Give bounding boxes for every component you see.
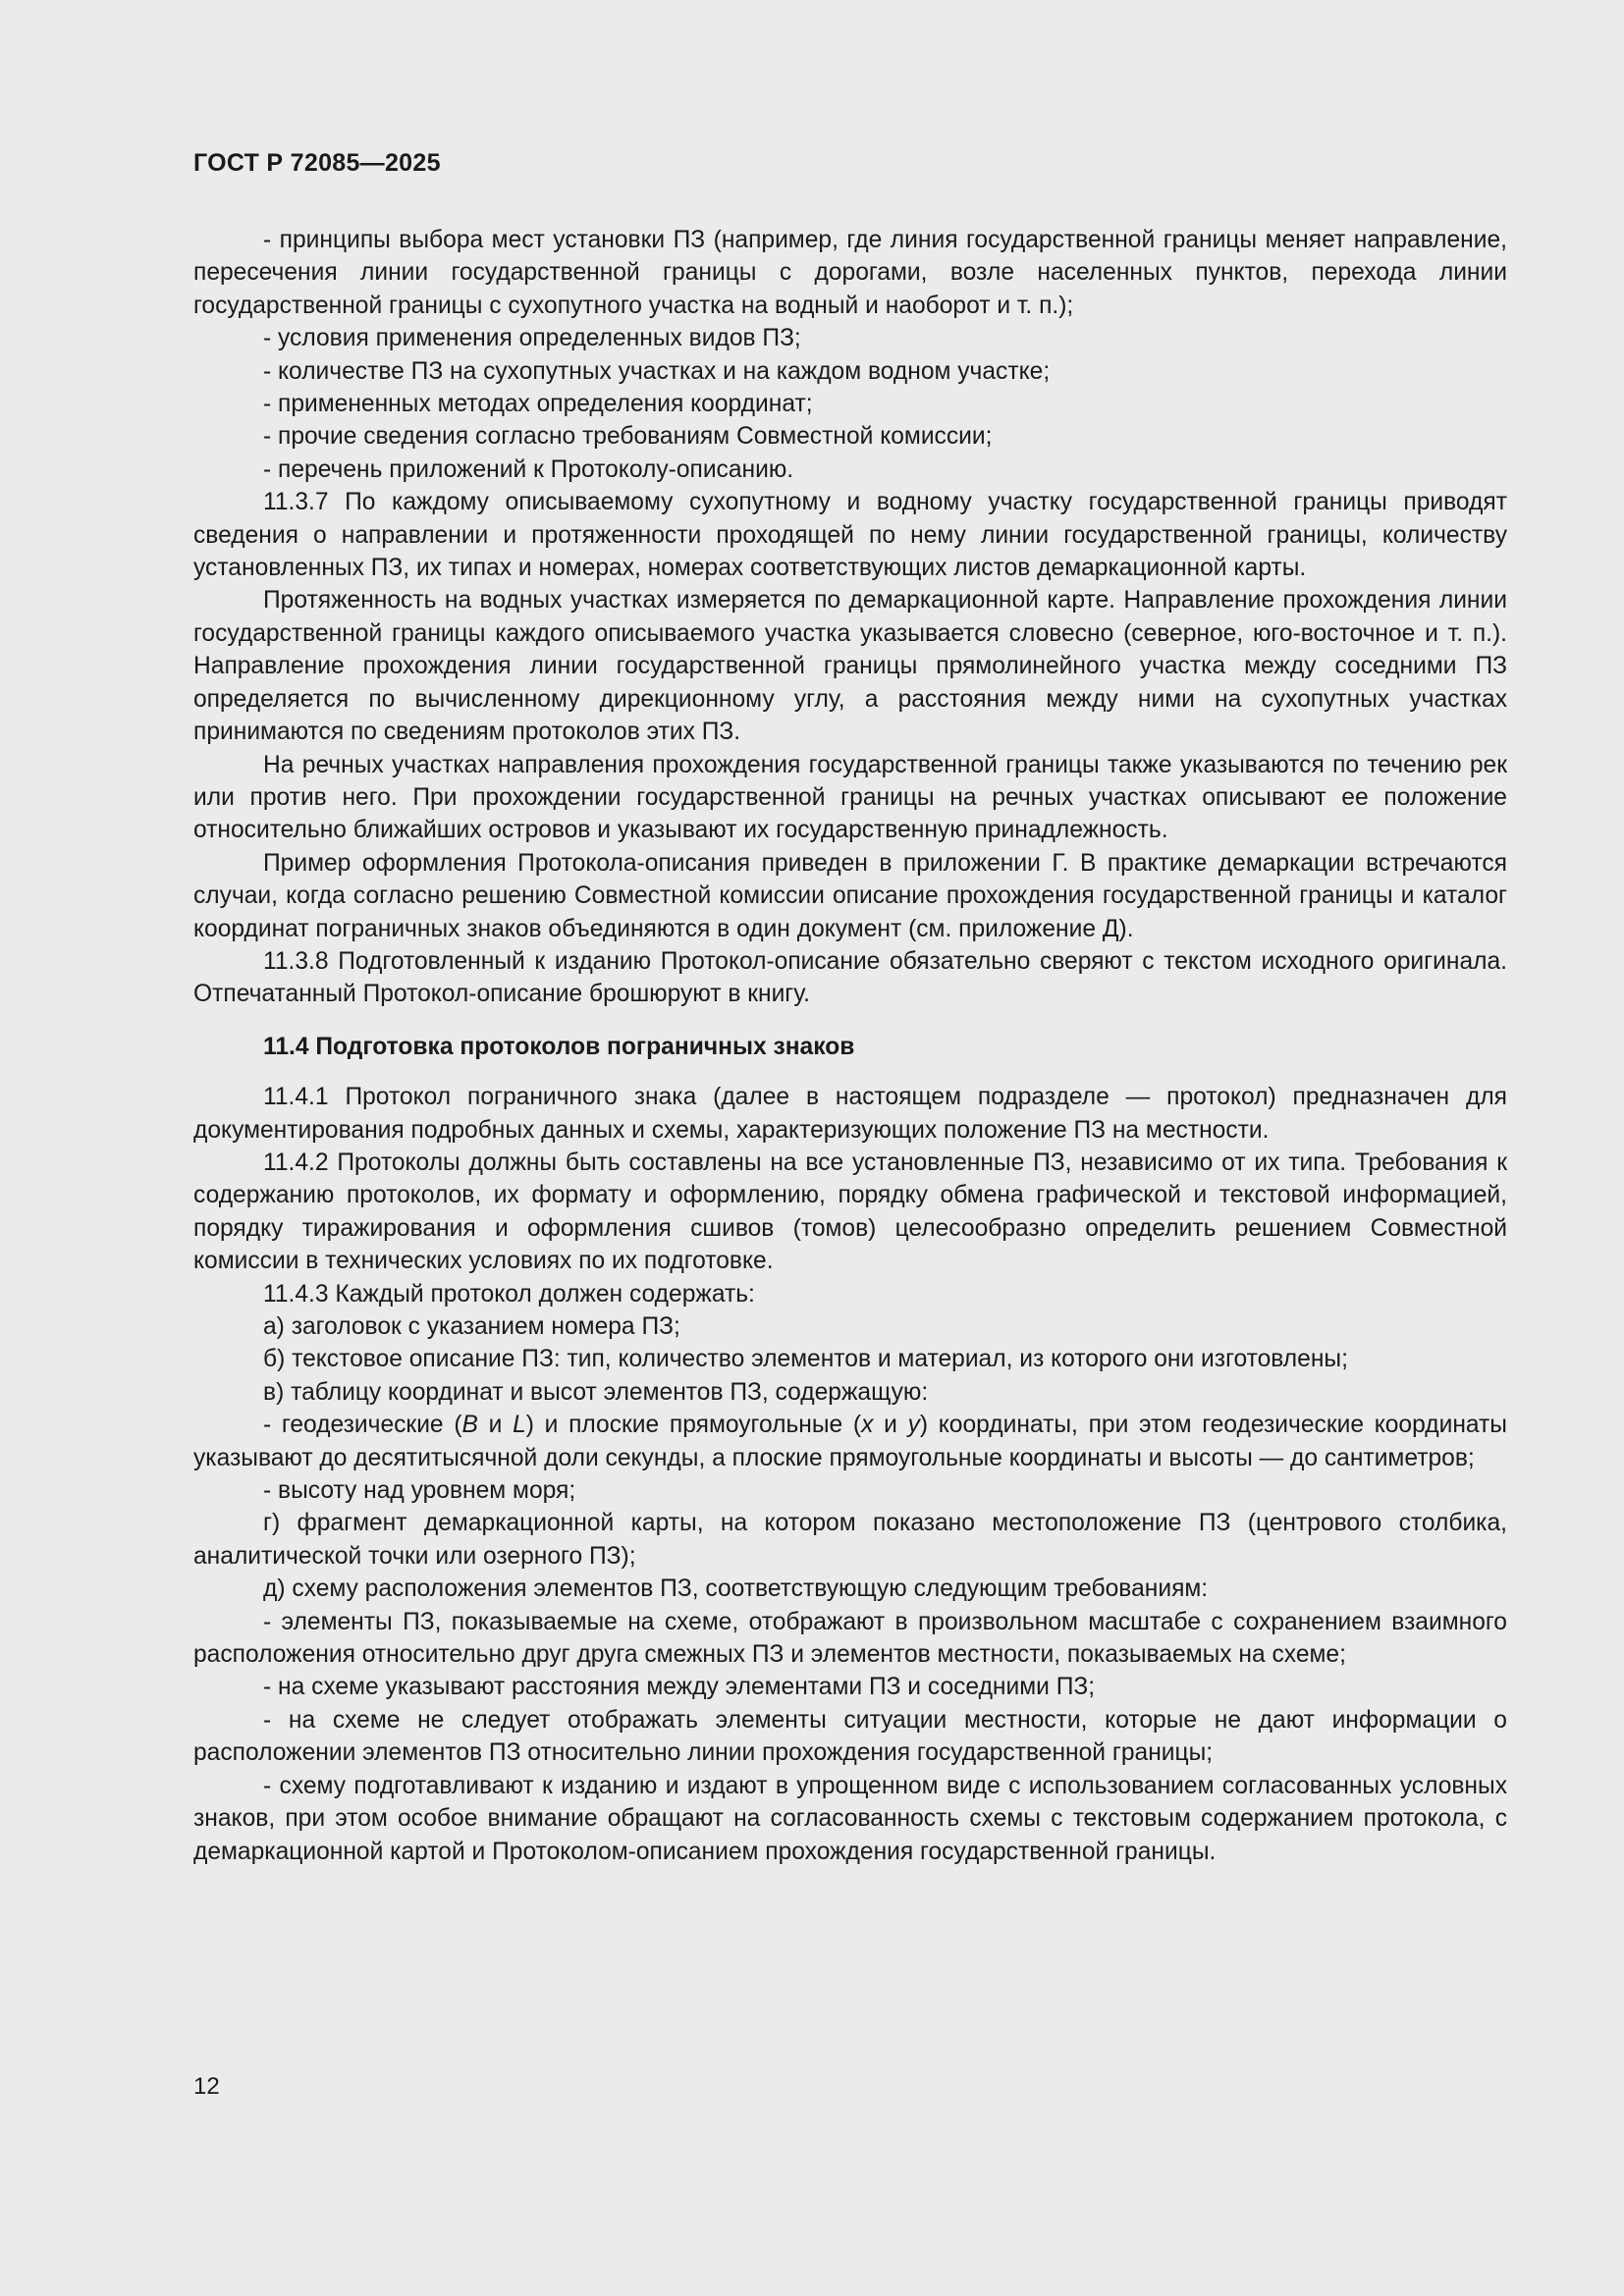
text-fragment: и [873, 1412, 908, 1439]
list-item: г) фрагмент демаркационной карты, на котором показано местоположение ПЗ (центрового столбика, аналитической точки или озерного ПЗ); [193, 1510, 1507, 1570]
text-fragment: - геодезические ( [263, 1412, 462, 1439]
page-number: 12 [193, 2073, 220, 2100]
list-item: - примененных методах определения координат; [263, 391, 813, 418]
list-item: - условия применения определенных видов ПЗ; [263, 325, 801, 352]
list-item: - схему подготавливают к изданию и издают в упрощенном виде с использованием согласованных условных знаков, при этом особое внимание обращают на согласованность схемы с текстовым содержанием протокола, с демаркационной картой и Протоколом-описанием прохождения государственной границы. [193, 1772, 1507, 1865]
paragraph: Протяженность на водных участках измеряется по демаркационной карте. Направление прохождения линии государственной границы каждого описываемого участка указывается словесно (северное, юго-восточное и т. п.). Направление прохождения линии государственной границы прямолинейного участка между соседними ПЗ определяется по вычисленному дирекционному углу, а расстояния между ними на сухопутных участках принимаются по сведениям протоколов этих ПЗ. [193, 587, 1507, 746]
paragraph-11-4-2: 11.4.2 Протоколы должны быть составлены на все установленные ПЗ, независимо от их типа. Требования к содержанию протоколов, их формату и оформлению, порядку обмена графической и текстовой информацией, порядку тиражирования и оформления сшивов (томов) целесообразно определить решением Совместной комиссии в технических условиях по их подготовке. [193, 1148, 1507, 1275]
list-item: - принципы выбора мест установки ПЗ (например, где линия государственной границы меняет направление, пересечения линии государственной границы с дорогами, возле населенных пунктов, перехода линии государственной границы с сухопутного участка на водный и наоборот и т. п.); [193, 227, 1507, 319]
list-item: - высоту над уровнем моря; [263, 1477, 576, 1505]
variable-l: L [513, 1412, 526, 1439]
list-item: - на схеме не следует отображать элементы ситуации местности, которые не дают информации о расположении элементов ПЗ относительно линии прохождения государственной границы; [193, 1706, 1507, 1767]
list-item-coordinates [193, 1409, 1507, 1474]
document-code-header: ГОСТ Р 72085—2025 [193, 149, 441, 177]
section-heading-11-4: 11.4 Подготовка протоколов пограничных знаков [263, 1033, 855, 1060]
text-fragment: и [477, 1412, 514, 1439]
paragraph-11-3-8: 11.3.8 Подготовленный к изданию Протокол-описание обязательно сверяют с текстом исходного оригинала. Отпечатанный Протокол-описание брошюруют в книгу. [193, 947, 1507, 1008]
text-fragment: ) и плоские прямоугольные ( [525, 1412, 862, 1439]
list-item: - количестве ПЗ на сухопутных участках и на каждом водном участке; [263, 357, 1051, 385]
list-item: а) заголовок с указанием номера ПЗ; [263, 1313, 680, 1340]
list-item: - прочие сведения согласно требованиям Совместной комиссии; [263, 423, 993, 451]
list-item: - элементы ПЗ, показываемые на схеме, отображают в произвольном масштабе с сохранением взаимного расположения относительно друг друга смежных ПЗ и элементов местности, показываемых на схеме; [193, 1608, 1507, 1669]
variable-y: y [907, 1412, 920, 1439]
list-item: в) таблицу координат и высот элементов ПЗ, содержащую: [263, 1378, 929, 1406]
list-item: д) схему расположения элементов ПЗ, соответствующую следующим требованиям: [263, 1575, 1209, 1603]
paragraph-11-4-1: 11.4.1 Протокол пограничного знака (далее в настоящем подразделе — протокол) предназначен для документирования подробных данных и схемы, характеризующих положение ПЗ на местности. [193, 1084, 1507, 1144]
paragraph-11-4-3: 11.4.3 Каждый протокол должен содержать: [263, 1280, 755, 1308]
list-item: б) текстовое описание ПЗ: тип, количество элементов и материал, из которого они изготовлены; [263, 1346, 1348, 1373]
text-fragment: ) координаты, при этом геодезические координаты указывают до десятитысячной доли секунды, а плоские прямоугольные координаты и высоты — до сантиметров; [193, 1412, 1507, 1471]
variable-x: x [861, 1412, 874, 1439]
list-item: - на схеме указывают расстояния между элементами ПЗ и соседними ПЗ; [263, 1674, 1096, 1701]
paragraph: На речных участках направления прохождения государственной границы также указываются по течению рек или против него. При прохождении государственной границы на речных участках описывают ее положение относительно ближайших островов и указывают их государственную принадлежность. [193, 751, 1507, 844]
variable-b: B [461, 1412, 478, 1439]
list-item: - перечень приложений к Протоколу-описанию. [263, 455, 794, 483]
paragraph: Пример оформления Протокола-описания приведен в приложении Г. В практике демаркации встречаются случаи, когда согласно решению Совместной комиссии описание прохождения государственной границы и каталог координат пограничных знаков объединяются в один документ (см. приложение Д). [193, 849, 1507, 942]
document-body [193, 224, 1507, 1868]
paragraph-11-3-7: 11.3.7 По каждому описываемому сухопутному и водному участку государственной границы приводят сведения о направлении и протяженности проходящей по нему линии государственной границы, количеству установленных ПЗ, их типах и номерах, номерах соответствующих листов демаркационной карты. [193, 489, 1507, 582]
